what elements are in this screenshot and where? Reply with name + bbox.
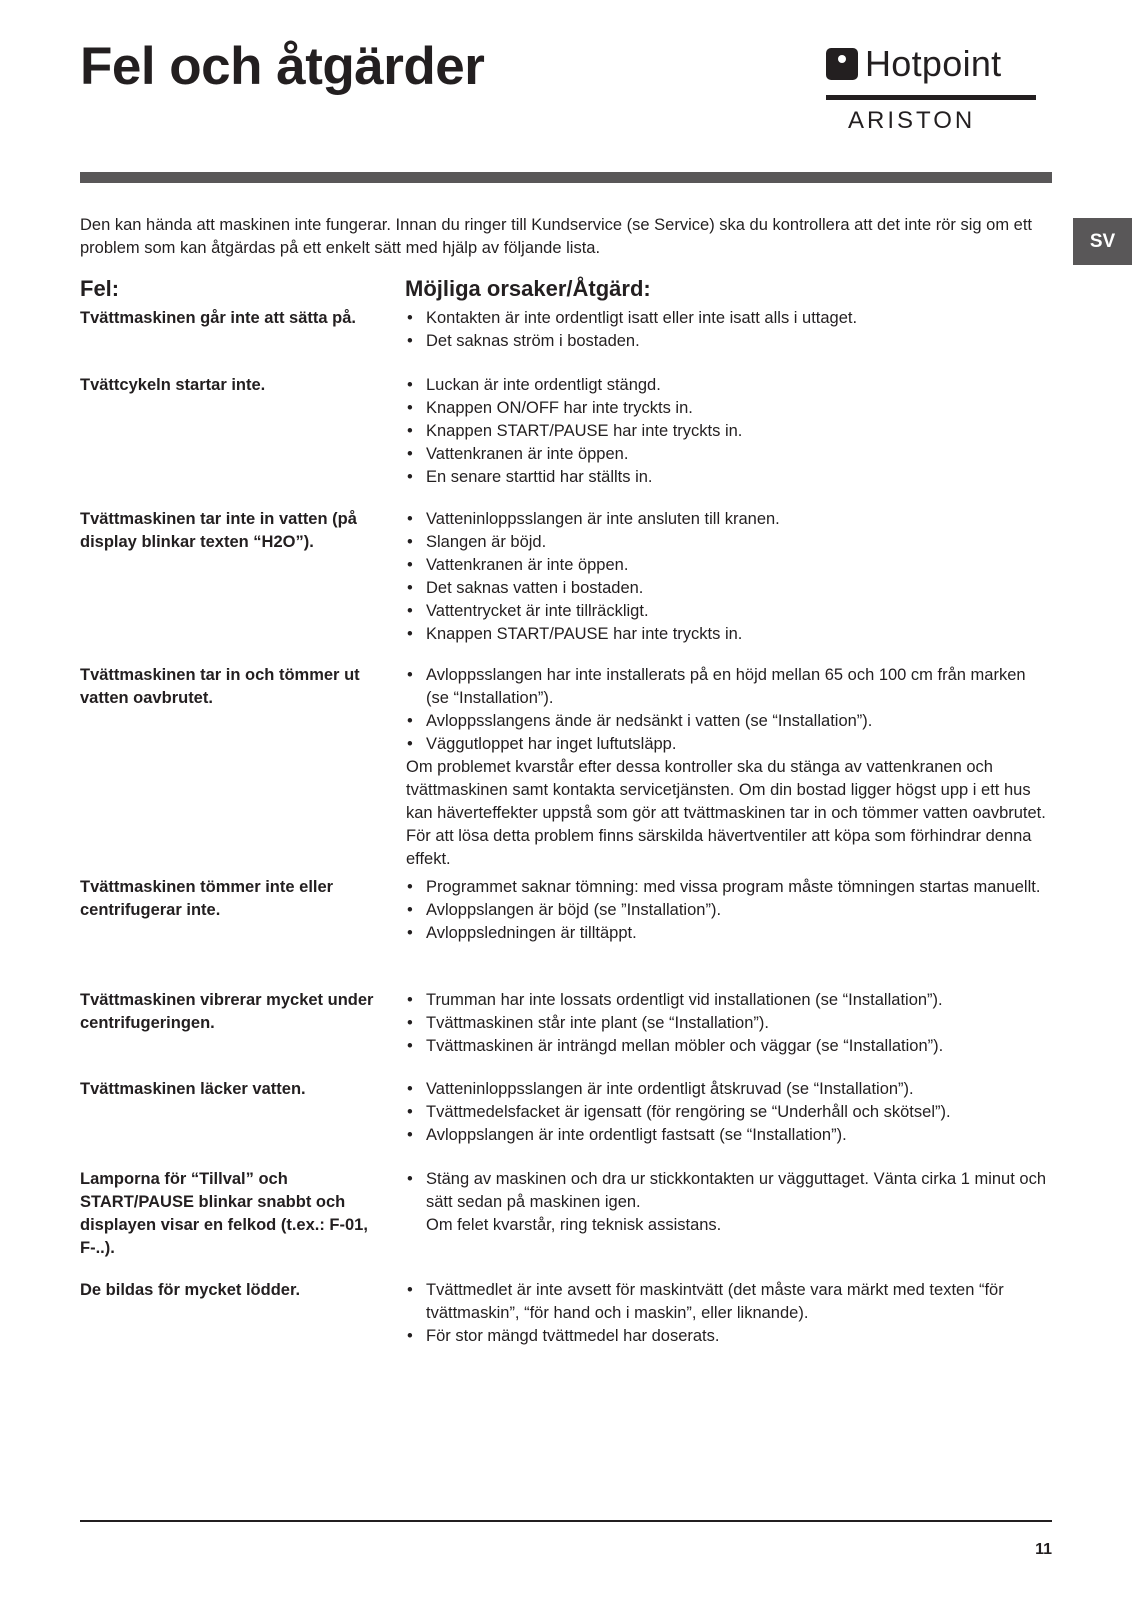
action-item: • Väggutloppet har inget luftutsläpp.: [406, 733, 1052, 756]
action-item: • Kontakten är inte ordentligt isatt eller inte isatt alls i uttaget.: [406, 307, 1052, 330]
action-list: [406, 989, 1052, 1058]
fault-label: Tvättmaskinen vibrerar mycket under centrifugeringen.: [80, 991, 374, 1032]
action-item: • Tvättmaskinen står inte plant (se “Installation”).: [406, 1012, 1052, 1035]
action-item: • Vattentrycket är inte tillräckligt.: [406, 600, 1052, 623]
action-note: Om felet kvarstår, ring teknisk assistans.: [426, 1216, 722, 1234]
action-item: • Avloppslangen är böjd (se ”Installation”).: [406, 899, 1052, 922]
action-item: • Knappen START/PAUSE har inte tryckts in.: [406, 623, 1052, 646]
action-item: • Programmet saknar tömning: med vissa program måste tömningen startas manuellt.: [406, 876, 1052, 899]
action-item: • Tvättmaskinen är inträngd mellan möbler och väggar (se “Installation”).: [406, 1035, 1052, 1058]
action-list: [406, 374, 1052, 489]
action-item: • Knappen START/PAUSE har inte tryckts in.: [406, 420, 1052, 443]
fault-column-heading: Fel:: [80, 276, 120, 301]
action-item: • Vattenkranen är inte öppen.: [406, 443, 1052, 466]
action-item: • Det saknas vatten i bostaden.: [406, 577, 1052, 600]
brand-subname: ARISTON: [848, 107, 976, 134]
action-list: [406, 876, 1052, 945]
intro-text: Den kan hända att maskinen inte fungerar. Innan du ringer till Kundservice (se Service) ska du kontrollera att det inte rör sig om ett problem som kan åtgärdas på ett enkelt sätt med hjälp av följande lista.: [80, 216, 1033, 257]
action-note: Om problemet kvarstår efter dessa kontroller ska du stänga av vattenkranen och tvättmaskinen samt kontakta servicetjänsten. Om din bostad ligger högst upp i ett hus kan häverteffekter uppstå som gör att tvättmaskinen tar in och tömmer vatten oavbrutet. För att lösa detta problem finns särskilda hävertventiler att köpa som förhindrar denna effekt.: [406, 758, 1046, 868]
brand-name: Hotpoint: [865, 43, 1002, 84]
action-list: [406, 508, 1052, 646]
fault-label: Tvättmaskinen tömmer inte eller centrifugerar inte.: [80, 878, 334, 919]
fault-label: Tvättmaskinen tar inte in vatten (på display blinkar texten “H2O”).: [80, 510, 357, 551]
action-list: [406, 664, 1052, 871]
page-title: Fel och åtgärder: [80, 37, 485, 96]
action-list: [406, 1078, 1052, 1147]
header-rule: [80, 172, 1052, 183]
action-item: • Vatteninloppsslangen är inte ordentligt åtskruvad (se “Installation”).: [406, 1078, 1052, 1101]
brand-logo: [826, 42, 1046, 142]
action-item: • För stor mängd tvättmedel har doserats.: [406, 1325, 1052, 1348]
action-item: • Tvättmedelsfacket är igensatt (för rengöring se “Underhåll och skötsel”).: [406, 1101, 1052, 1124]
fault-label: Tvättmaskinen tar in och tömmer ut vatten oavbrutet.: [80, 666, 360, 707]
action-item: • Slangen är böjd.: [406, 531, 1052, 554]
action-item: • Avloppsledningen är tilltäppt.: [406, 922, 1052, 945]
fault-label: De bildas för mycket lödder.: [80, 1281, 301, 1299]
action-item: • Avloppslangen är inte ordentligt fastsatt (se “Installation”).: [406, 1124, 1052, 1147]
fault-label: Tvättmaskinen går inte att sätta på.: [80, 309, 356, 327]
page-number: 11: [1035, 1541, 1052, 1558]
action-list: [406, 1279, 1052, 1348]
action-item: • Avloppsslangen har inte installerats på en höjd mellan 65 och 100 cm från marken (se “Installation”).: [406, 664, 1052, 710]
action-item: • Knappen ON/OFF har inte tryckts in.: [406, 397, 1052, 420]
fault-label: Tvättmaskinen läcker vatten.: [80, 1080, 306, 1098]
brand-divider: [826, 95, 1036, 100]
language-tab: SV: [1073, 218, 1132, 265]
footer-rule: [80, 1520, 1052, 1522]
action-item: • En senare starttid har ställts in.: [406, 466, 1052, 489]
action-item: • Tvättmedlet är inte avsett för maskintvätt (det måste vara märkt med texten “för tvättmaskin”, “för hand och i maskin”, eller liknande).: [406, 1279, 1052, 1325]
action-item: • Luckan är inte ordentligt stängd.: [406, 374, 1052, 397]
fault-label: Tvättcykeln startar inte.: [80, 376, 266, 394]
action-item: • Vatteninloppsslangen är inte ansluten till kranen.: [406, 508, 1052, 531]
fault-label: Lamporna för “Tillval” och START/PAUSE blinkar snabbt och displayen visar en felkod (t.ex.: F-01, F-..).: [80, 1170, 368, 1257]
action-list: [406, 1168, 1052, 1237]
action-item: • Stäng av maskinen och dra ur stickkontakten ur vägguttaget. Vänta cirka 1 minut och sätt sedan på maskinen igen.: [406, 1168, 1052, 1214]
action-column-heading: Möjliga orsaker/Åtgärd:: [405, 276, 651, 301]
action-item: • Trumman har inte lossats ordentligt vid installationen (se “Installation”).: [406, 989, 1052, 1012]
action-list: [406, 307, 1052, 353]
action-item: • Avloppsslangens ände är nedsänkt i vatten (se “Installation”).: [406, 710, 1052, 733]
action-item: • Vattenkranen är inte öppen.: [406, 554, 1052, 577]
brand-mark-icon: [826, 48, 858, 80]
action-item: • Det saknas ström i bostaden.: [406, 330, 1052, 353]
